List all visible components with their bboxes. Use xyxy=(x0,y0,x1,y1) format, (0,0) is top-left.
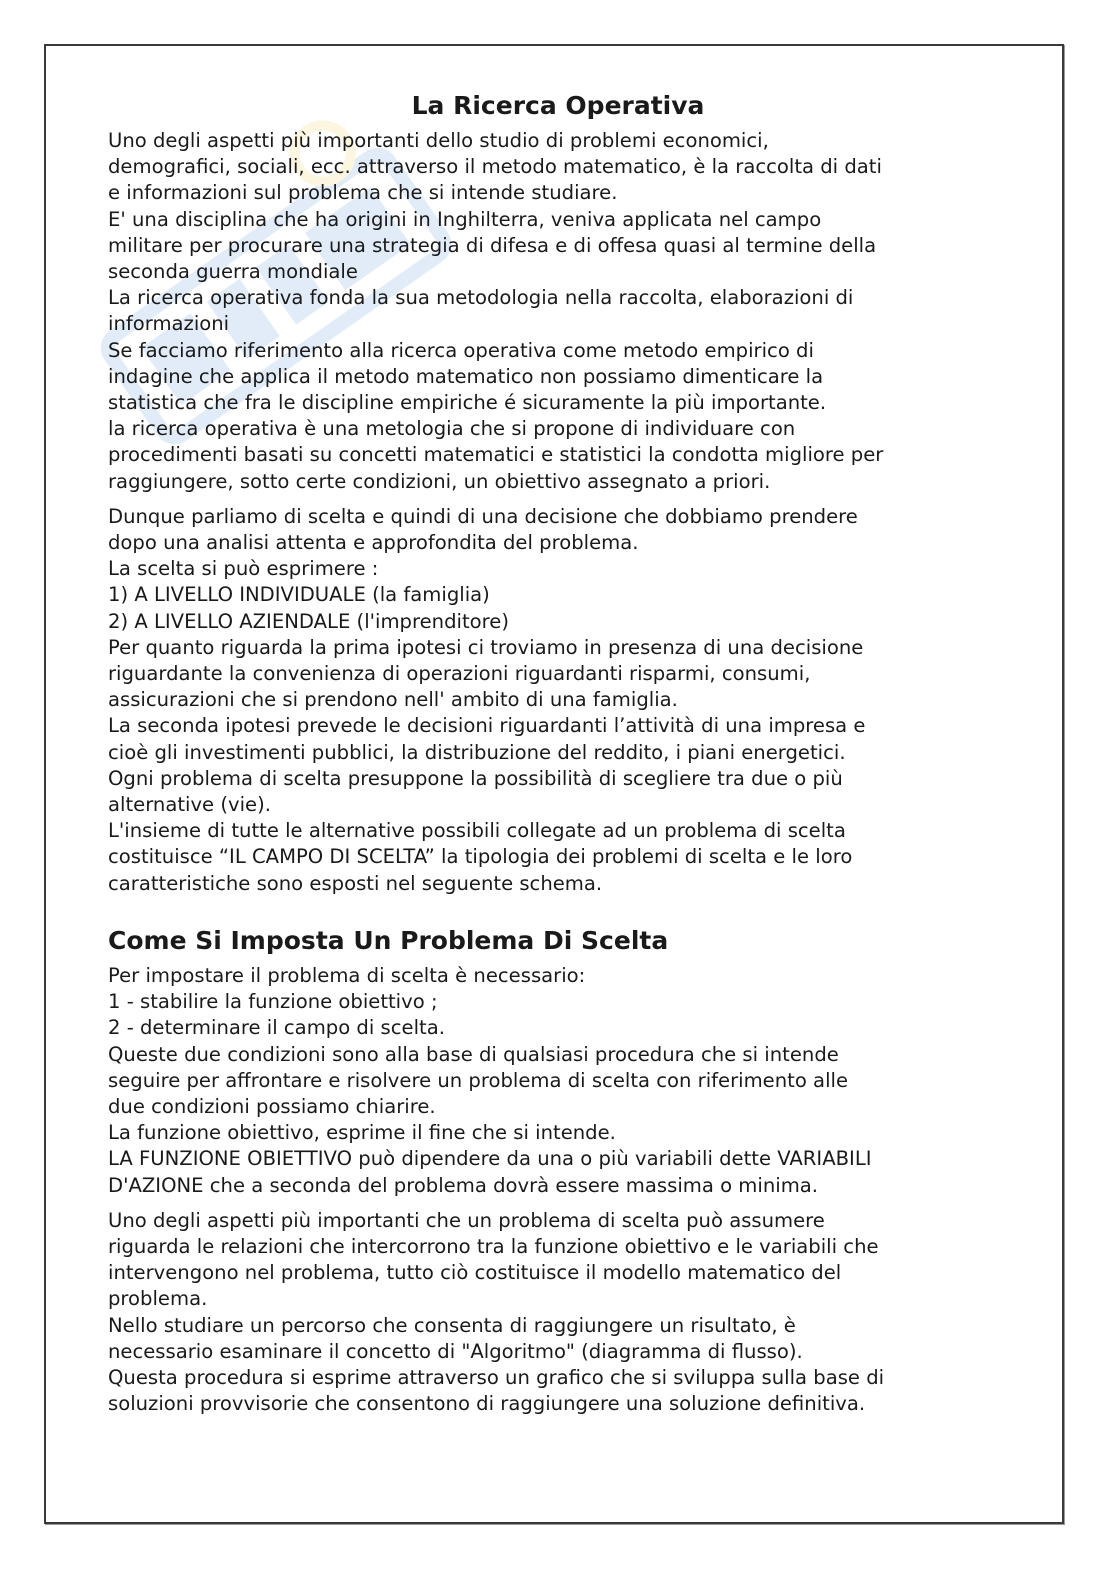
document-page xyxy=(44,44,1064,1524)
text-line: riguarda le relazioni che intercorrono tra la funzione obiettivo e le variabili che xyxy=(108,1234,879,1258)
text-line: L'insieme di tutte le alternative possibili collegate ad un problema di scelta xyxy=(108,819,846,843)
text-line: seconda guerra mondiale xyxy=(108,260,358,284)
paragraph-intro xyxy=(108,128,1008,495)
text-line: Se facciamo riferimento alla ricerca operativa come metodo empirico di xyxy=(108,338,814,362)
text-line: 2) A LIVELLO AZIENDALE (l'imprenditore) xyxy=(108,609,509,633)
paragraph-model xyxy=(108,1208,1008,1418)
text-line: 2 - determinare il campo di scelta. xyxy=(108,1016,445,1040)
paragraph-setup xyxy=(108,963,1008,1199)
text-line: Dunque parliamo di scelta e quindi di una decisione che dobbiamo prendere xyxy=(108,504,858,528)
text-line: LA FUNZIONE OBIETTIVO può dipendere da una o più variabili dette VARIABILI xyxy=(108,1147,872,1171)
text-line: statistica che fra le discipline empiriche é sicuramente la più importante. xyxy=(108,391,827,415)
document-content xyxy=(108,90,1008,1426)
text-line: La funzione obiettivo, esprime il fine che si intende. xyxy=(108,1121,616,1145)
text-line: raggiungere, sotto certe condizioni, un obiettivo assegnato a priori. xyxy=(108,469,771,493)
text-line: alternative (vie). xyxy=(108,793,271,817)
text-line: procedimenti basati su concetti matematici e statistici la condotta migliore per xyxy=(108,443,884,467)
text-line: Queste due condizioni sono alla base di qualsiasi procedura che si intende xyxy=(108,1042,839,1066)
text-line: due condizioni possiamo chiarire. xyxy=(108,1094,436,1118)
text-line: seguire per affrontare e risolvere un problema di scelta con riferimento alle xyxy=(108,1068,849,1092)
text-line: D'AZIONE che a seconda del problema dovrà essere massima o minima. xyxy=(108,1173,819,1197)
paragraph-choice xyxy=(108,504,1008,897)
text-line: La ricerca operativa fonda la sua metodologia nella raccolta, elaborazioni di xyxy=(108,286,854,310)
text-line: cioè gli investimenti pubblici, la distribuzione del reddito, i piani energetici. xyxy=(108,740,846,764)
text-line: necessario esaminare il concetto di "Algoritmo" (diagramma di flusso). xyxy=(108,1339,803,1363)
text-line: Per impostare il problema di scelta è necessario: xyxy=(108,963,586,987)
text-line: 1 - stabilire la funzione obiettivo ; xyxy=(108,990,438,1014)
text-line: E' una disciplina che ha origini in Inghilterra, veniva applicata nel campo xyxy=(108,207,822,231)
section-heading: Come Si Imposta Un Problema Di Scelta xyxy=(108,925,669,955)
text-line: indagine che applica il metodo matematico non possiamo dimenticare la xyxy=(108,364,824,388)
text-line: La seconda ipotesi prevede le decisioni riguardanti l’attività di una impresa e xyxy=(108,714,866,738)
text-line: Per quanto riguarda la prima ipotesi ci troviamo in presenza di una decisione xyxy=(108,635,864,659)
text-line: Questa procedura si esprime attraverso un grafico che si sviluppa sulla base di xyxy=(108,1365,885,1389)
text-line: La scelta si può esprimere : xyxy=(108,557,379,581)
text-line: e informazioni sul problema che si intende studiare. xyxy=(108,181,618,205)
text-line: Uno degli aspetti più importanti che un problema di scelta può assumere xyxy=(108,1208,825,1232)
text-line: militare per procurare una strategia di difesa e di offesa quasi al termine della xyxy=(108,233,877,257)
text-line: costituisce “IL CAMPO DI SCELTA” la tipologia dei problemi di scelta e le loro xyxy=(108,845,853,869)
text-line: demografici, sociali, ecc. attraverso il metodo matematico, è la raccolta di dati xyxy=(108,155,882,179)
text-line: intervengono nel problema, tutto ciò costituisce il modello matematico del xyxy=(108,1261,842,1285)
text-line: problema. xyxy=(108,1287,208,1311)
text-line: assicurazioni che si prendono nell' ambito di una famiglia. xyxy=(108,688,678,712)
text-line: Nello studiare un percorso che consenta di raggiungere un risultato, è xyxy=(108,1313,796,1337)
document-title: La Ricerca Operativa xyxy=(411,91,705,120)
text-line: Uno degli aspetti più importanti dello studio di problemi economici, xyxy=(108,129,769,152)
text-line: informazioni xyxy=(108,312,230,336)
text-line: soluzioni provvisorie che consentono di raggiungere una soluzione definitiva. xyxy=(108,1392,866,1416)
text-line: 1) A LIVELLO INDIVIDUALE (la famiglia) xyxy=(108,583,490,607)
text-line: Ogni problema di scelta presuppone la possibilità di scegliere tra due o più xyxy=(108,766,843,790)
text-line: caratteristiche sono esposti nel seguente schema. xyxy=(108,871,603,895)
text-line: dopo una analisi attenta e approfondita del problema. xyxy=(108,531,639,555)
text-line: riguardante la convenienza di operazioni riguardanti risparmi, consumi, xyxy=(108,662,811,686)
text-line: la ricerca operativa è una metologia che si propone di individuare con xyxy=(108,417,796,441)
